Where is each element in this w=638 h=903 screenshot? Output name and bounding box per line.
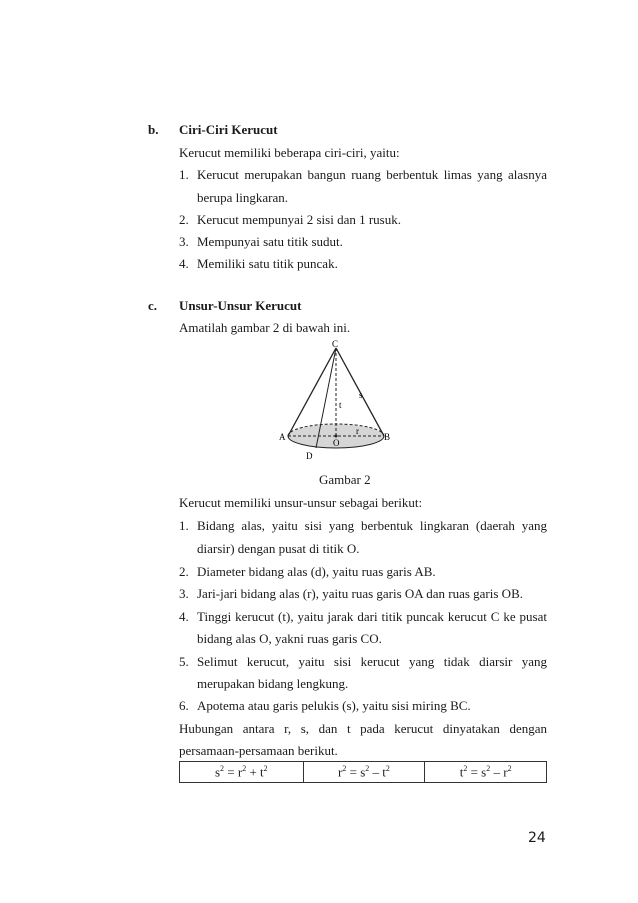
figure-caption: Gambar 2 [319,472,371,487]
label-d: D [306,451,313,461]
relation-text: Hubungan antara r, s, dan t pada kerucut dinyatakan dengan [179,721,547,736]
label-t: t [339,400,342,410]
section-c-intro: Amatilah gambar 2 di bawah ini. [179,320,351,335]
list-item-text: Jari-jari bidang alas (r), yaitu ruas garis OA dan ruas garis OB. [197,586,523,601]
list-item-text: Bidang alas, yaitu sisi yang berbentuk lingkaran (daerah yang [197,518,547,533]
section-b-title: Ciri-Ciri Kerucut [179,122,278,137]
list-item-text: merupakan bidang lengkung. [197,676,349,691]
list-item-text: diarsir) dengan pusat di titik O. [197,541,360,556]
list-number: 1. [179,518,189,533]
section-c-title: Unsur-Unsur Kerucut [179,298,302,313]
section-b-letter: b. [148,122,159,137]
page-number: 24 [528,830,546,846]
label-o: O [333,438,340,448]
list-number: 5. [179,654,189,669]
list-item-text: bidang alas O, yakni ruas garis CO. [197,631,382,646]
label-c: C [332,339,339,349]
section-c-letter: c. [148,298,158,313]
equation-row [180,762,547,783]
label-r: r [356,426,359,436]
list-number: 1. [179,167,189,182]
list-number: 2. [179,564,189,579]
equation-cell: $r^2 = s^2 - t^2$ [303,762,425,783]
list-item-text: Tinggi kerucut (t), yaitu jarak dari titik puncak kerucut C ke pusat [197,609,547,624]
list-item-text: Memiliki satu titik puncak. [197,256,338,271]
list-item-text: Selimut kerucut, yaitu sisi kerucut yang tidak diarsir yang [197,654,547,669]
list-item-text: Mempunyai satu titik sudut. [197,234,343,249]
list-item-text: Kerucut mempunyai 2 sisi dan 1 rusuk. [197,212,401,227]
list-item-text: Diameter bidang alas (d), yaitu ruas garis AB. [197,564,436,579]
list-number: 2. [179,212,189,227]
list-number: 4. [179,609,189,624]
list-item-text: berupa lingkaran. [197,190,288,205]
elements-intro: Kerucut memiliki unsur-unsur sebagai berikut: [179,495,423,510]
equation-cell: $t^2 = s^2 - r^2$ [425,762,547,783]
equation-table [179,761,547,783]
list-number: 4. [179,256,189,271]
slant-line-left [288,348,336,436]
label-a: A [279,432,286,442]
cone-figure [270,338,400,464]
label-b: B [384,432,391,442]
label-s: s [359,390,363,400]
relation-text-2: persamaan-persamaan berikut. [179,743,338,758]
section-b-intro: Kerucut memiliki beberapa ciri-ciri, yaitu: [179,145,400,160]
equation-cell: $s^2 = r^2 + t^2$ [180,762,304,783]
list-number: 3. [179,234,189,249]
list-number: 6. [179,698,189,713]
list-item-text: Apotema atau garis pelukis (s), yaitu sisi miring BC. [197,698,471,713]
list-number: 3. [179,586,189,601]
list-item-text: Kerucut merupakan bangun ruang berbentuk limas yang alasnya [197,167,547,182]
